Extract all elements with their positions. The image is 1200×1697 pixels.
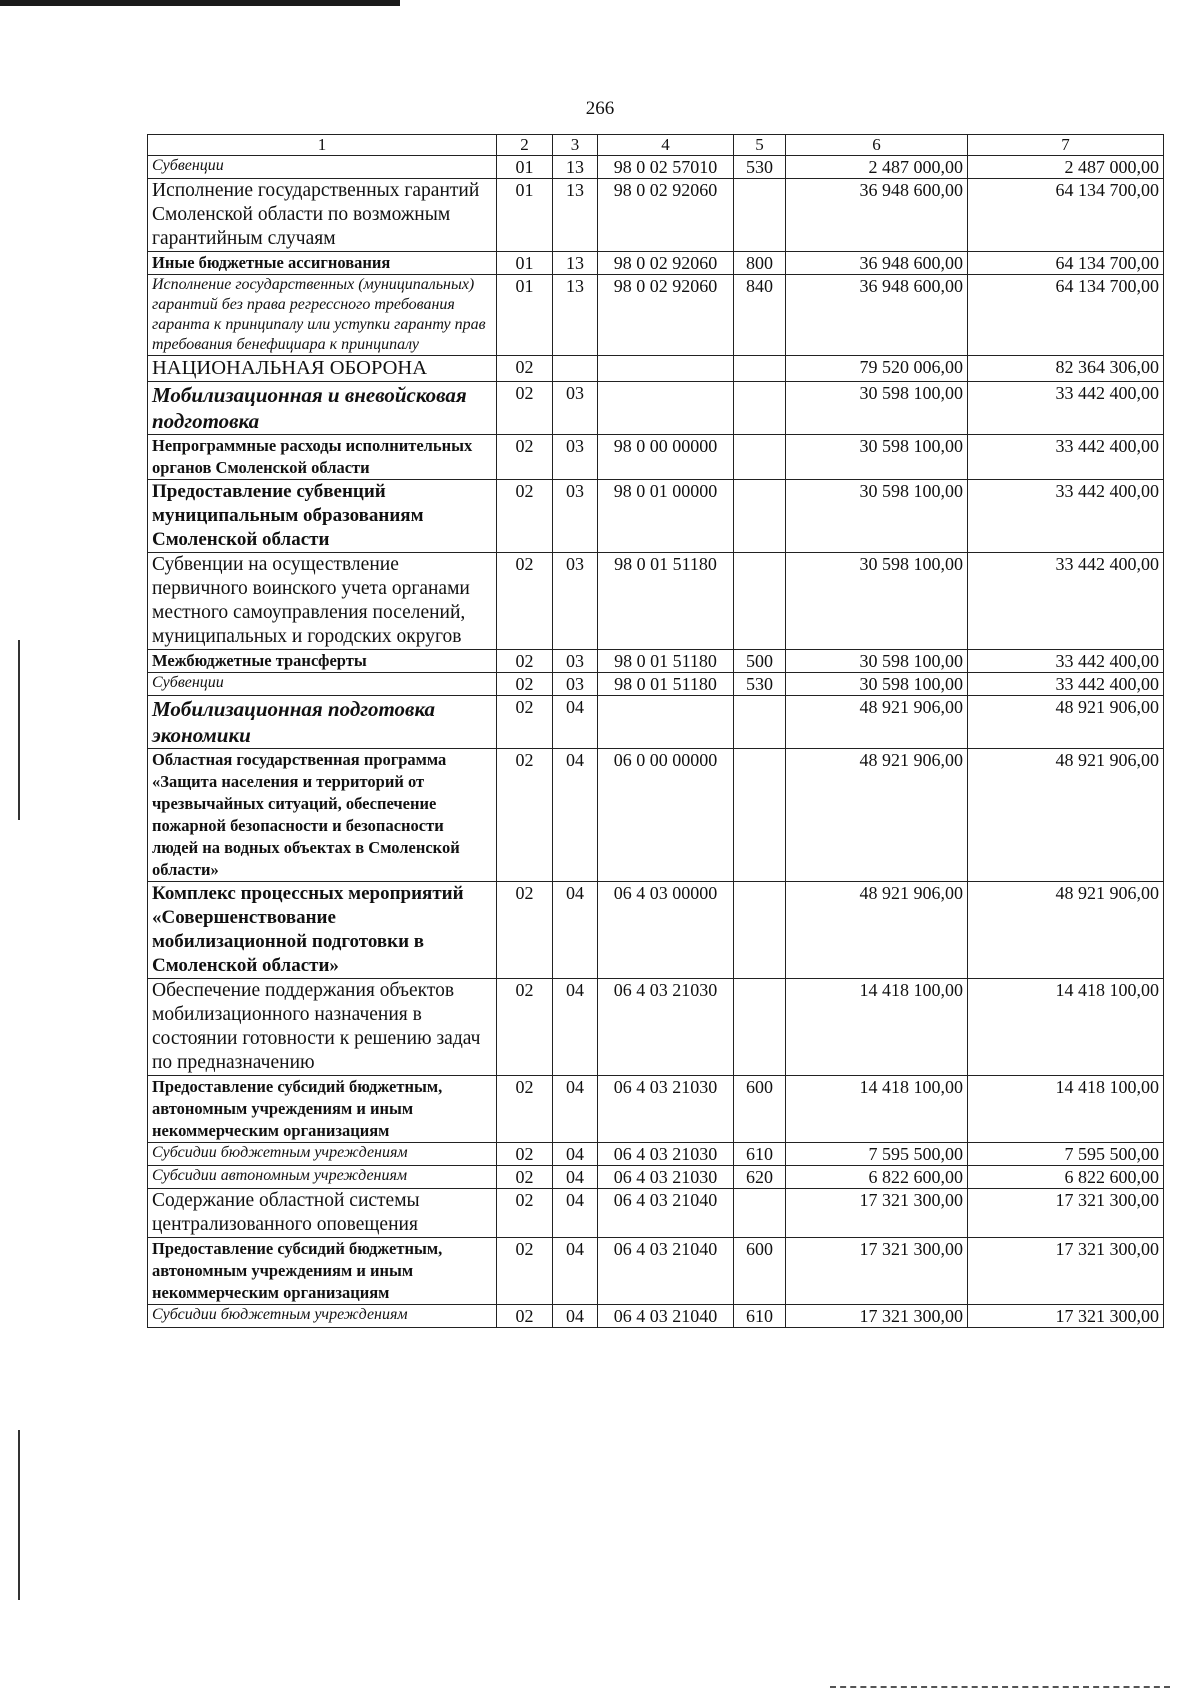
target-article-code: 98 0 01 51180 bbox=[598, 553, 734, 650]
section-code: 02 bbox=[497, 1076, 553, 1143]
table-row bbox=[148, 553, 1164, 650]
page-number: 266 bbox=[585, 98, 615, 119]
subsection-code: 04 bbox=[553, 749, 598, 882]
subsection-code: 03 bbox=[553, 435, 598, 480]
amount-col7: 14 418 100,00 bbox=[968, 979, 1164, 1076]
expense-type-code: 600 bbox=[734, 1076, 786, 1143]
amount-col7: 33 442 400,00 bbox=[968, 382, 1164, 435]
expense-name: Субвенции bbox=[148, 673, 497, 696]
expense-type-code: 610 bbox=[734, 1305, 786, 1328]
expense-type-code: 800 bbox=[734, 252, 786, 275]
section-code: 02 bbox=[497, 696, 553, 749]
amount-col6: 36 948 600,00 bbox=[786, 252, 968, 275]
section-code: 01 bbox=[497, 179, 553, 252]
expense-type-code bbox=[734, 882, 786, 979]
expense-name: Межбюджетные трансферты bbox=[148, 650, 497, 673]
target-article-code: 06 4 03 21040 bbox=[598, 1189, 734, 1238]
target-article-code: 06 4 03 21030 bbox=[598, 1166, 734, 1189]
subsection-code: 03 bbox=[553, 382, 598, 435]
expense-name: Субвенции на осуществление первичного воинского учета органами местного самоуправления поселений, муниципальных и городских округов bbox=[148, 553, 497, 650]
amount-col7: 82 364 306,00 bbox=[968, 356, 1164, 382]
target-article-code: 98 0 01 00000 bbox=[598, 480, 734, 553]
amount-col6: 17 321 300,00 bbox=[786, 1189, 968, 1238]
amount-col7: 48 921 906,00 bbox=[968, 696, 1164, 749]
amount-col7: 64 134 700,00 bbox=[968, 179, 1164, 252]
amount-col6: 30 598 100,00 bbox=[786, 673, 968, 696]
expense-type-code bbox=[734, 356, 786, 382]
subsection-code: 04 bbox=[553, 882, 598, 979]
expense-name: НАЦИОНАЛЬНАЯ ОБОРОНА bbox=[148, 356, 497, 382]
expense-type-code: 610 bbox=[734, 1143, 786, 1166]
table-row bbox=[148, 882, 1164, 979]
expense-type-code: 500 bbox=[734, 650, 786, 673]
amount-col7: 7 595 500,00 bbox=[968, 1143, 1164, 1166]
amount-col6: 6 822 600,00 bbox=[786, 1166, 968, 1189]
expense-type-code bbox=[734, 1189, 786, 1238]
target-article-code bbox=[598, 382, 734, 435]
column-header: 2 bbox=[497, 135, 553, 156]
expense-type-code: 530 bbox=[734, 673, 786, 696]
table-row bbox=[148, 1305, 1164, 1328]
target-article-code: 06 4 03 21040 bbox=[598, 1238, 734, 1305]
expense-name: Субвенции bbox=[148, 156, 497, 179]
subsection-code: 04 bbox=[553, 696, 598, 749]
table-row bbox=[148, 252, 1164, 275]
amount-col7: 33 442 400,00 bbox=[968, 673, 1164, 696]
section-code: 02 bbox=[497, 749, 553, 882]
scan-margin-line bbox=[18, 1430, 20, 1600]
column-header: 3 bbox=[553, 135, 598, 156]
amount-col6: 48 921 906,00 bbox=[786, 696, 968, 749]
amount-col6: 36 948 600,00 bbox=[786, 179, 968, 252]
target-article-code: 06 4 03 21030 bbox=[598, 979, 734, 1076]
amount-col6: 48 921 906,00 bbox=[786, 882, 968, 979]
subsection-code: 04 bbox=[553, 1305, 598, 1328]
target-article-code: 98 0 01 51180 bbox=[598, 650, 734, 673]
amount-col7: 2 487 000,00 bbox=[968, 156, 1164, 179]
amount-col7: 33 442 400,00 bbox=[968, 435, 1164, 480]
subsection-code bbox=[553, 356, 598, 382]
section-code: 02 bbox=[497, 382, 553, 435]
section-code: 01 bbox=[497, 252, 553, 275]
expense-type-code: 840 bbox=[734, 275, 786, 356]
expense-name: Предоставление субсидий бюджетным, автономным учреждениям и иным некоммерческим организациям bbox=[148, 1076, 497, 1143]
scan-margin-line bbox=[18, 640, 20, 820]
section-code: 02 bbox=[497, 1238, 553, 1305]
column-header: 4 bbox=[598, 135, 734, 156]
expense-type-code: 620 bbox=[734, 1166, 786, 1189]
expense-name: Непрограммные расходы исполнительных органов Смоленской области bbox=[148, 435, 497, 480]
subsection-code: 04 bbox=[553, 1189, 598, 1238]
table-row bbox=[148, 435, 1164, 480]
amount-col7: 48 921 906,00 bbox=[968, 749, 1164, 882]
table-row bbox=[148, 179, 1164, 252]
expense-name: Исполнение государственных (муниципальных) гарантий без права регрессного требования гаранта к принципалу или уступки гаранту прав требования бенефициара к принципалу bbox=[148, 275, 497, 356]
subsection-code: 13 bbox=[553, 275, 598, 356]
subsection-code: 03 bbox=[553, 650, 598, 673]
target-article-code: 06 4 03 21030 bbox=[598, 1076, 734, 1143]
expense-type-code: 600 bbox=[734, 1238, 786, 1305]
expense-name: Обеспечение поддержания объектов мобилизационного назначения в состоянии готовности к решению задач по предназначению bbox=[148, 979, 497, 1076]
target-article-code bbox=[598, 696, 734, 749]
table-row bbox=[148, 696, 1164, 749]
table-row bbox=[148, 1189, 1164, 1238]
table-row bbox=[148, 1143, 1164, 1166]
target-article-code: 98 0 02 92060 bbox=[598, 179, 734, 252]
expense-name: Содержание областной системы централизованного оповещения bbox=[148, 1189, 497, 1238]
column-header: 6 bbox=[786, 135, 968, 156]
amount-col6: 79 520 006,00 bbox=[786, 356, 968, 382]
expense-name: Предоставление субвенций муниципальным образованиям Смоленской области bbox=[148, 480, 497, 553]
expense-type-code bbox=[734, 435, 786, 480]
amount-col7: 64 134 700,00 bbox=[968, 275, 1164, 356]
section-code: 02 bbox=[497, 356, 553, 382]
amount-col6: 17 321 300,00 bbox=[786, 1305, 968, 1328]
section-code: 02 bbox=[497, 480, 553, 553]
expense-name: Субсидии бюджетным учреждениям bbox=[148, 1143, 497, 1166]
table-row bbox=[148, 480, 1164, 553]
expense-name: Комплекс процессных мероприятий «Совершенствование мобилизационной подготовки в Смоленской области» bbox=[148, 882, 497, 979]
amount-col6: 7 595 500,00 bbox=[786, 1143, 968, 1166]
amount-col6: 30 598 100,00 bbox=[786, 435, 968, 480]
target-article-code: 06 4 03 21040 bbox=[598, 1305, 734, 1328]
section-code: 01 bbox=[497, 275, 553, 356]
table-row bbox=[148, 156, 1164, 179]
section-code: 02 bbox=[497, 882, 553, 979]
target-article-code: 98 0 02 92060 bbox=[598, 275, 734, 356]
target-article-code: 98 0 01 51180 bbox=[598, 673, 734, 696]
amount-col7: 14 418 100,00 bbox=[968, 1076, 1164, 1143]
section-code: 02 bbox=[497, 1143, 553, 1166]
subsection-code: 03 bbox=[553, 480, 598, 553]
amount-col6: 14 418 100,00 bbox=[786, 979, 968, 1076]
subsection-code: 03 bbox=[553, 673, 598, 696]
amount-col7: 17 321 300,00 bbox=[968, 1305, 1164, 1328]
column-header: 5 bbox=[734, 135, 786, 156]
amount-col6: 30 598 100,00 bbox=[786, 480, 968, 553]
expense-type-code bbox=[734, 179, 786, 252]
expense-type-code bbox=[734, 382, 786, 435]
scan-bottom-dashes bbox=[830, 1686, 1170, 1688]
section-code: 01 bbox=[497, 156, 553, 179]
amount-col6: 2 487 000,00 bbox=[786, 156, 968, 179]
target-article-code: 06 0 00 00000 bbox=[598, 749, 734, 882]
scan-edge-mark bbox=[0, 0, 400, 6]
budget-table bbox=[147, 134, 1164, 1328]
column-header: 7 bbox=[968, 135, 1164, 156]
table-row bbox=[148, 382, 1164, 435]
amount-col6: 14 418 100,00 bbox=[786, 1076, 968, 1143]
table-header-row bbox=[148, 135, 1164, 156]
table-row bbox=[148, 650, 1164, 673]
expense-type-code bbox=[734, 749, 786, 882]
amount-col7: 33 442 400,00 bbox=[968, 650, 1164, 673]
subsection-code: 04 bbox=[553, 1238, 598, 1305]
expense-name: Исполнение государственных гарантий Смоленской области по возможным гарантийным случаям bbox=[148, 179, 497, 252]
expense-name: Субсидии автономным учреждениям bbox=[148, 1166, 497, 1189]
amount-col7: 33 442 400,00 bbox=[968, 480, 1164, 553]
expense-name: Мобилизационная и вневойсковая подготовка bbox=[148, 382, 497, 435]
amount-col6: 36 948 600,00 bbox=[786, 275, 968, 356]
section-code: 02 bbox=[497, 1166, 553, 1189]
section-code: 02 bbox=[497, 553, 553, 650]
section-code: 02 bbox=[497, 435, 553, 480]
amount-col6: 48 921 906,00 bbox=[786, 749, 968, 882]
expense-type-code: 530 bbox=[734, 156, 786, 179]
expense-type-code bbox=[734, 979, 786, 1076]
expense-type-code bbox=[734, 553, 786, 650]
subsection-code: 04 bbox=[553, 979, 598, 1076]
table-row bbox=[148, 979, 1164, 1076]
target-article-code: 06 4 03 21030 bbox=[598, 1143, 734, 1166]
expense-type-code bbox=[734, 480, 786, 553]
target-article-code bbox=[598, 356, 734, 382]
subsection-code: 04 bbox=[553, 1143, 598, 1166]
section-code: 02 bbox=[497, 1189, 553, 1238]
table-row bbox=[148, 1166, 1164, 1189]
subsection-code: 04 bbox=[553, 1076, 598, 1143]
expense-type-code bbox=[734, 696, 786, 749]
amount-col7: 33 442 400,00 bbox=[968, 553, 1164, 650]
section-code: 02 bbox=[497, 979, 553, 1076]
table-row bbox=[148, 1238, 1164, 1305]
amount-col6: 30 598 100,00 bbox=[786, 650, 968, 673]
table-row bbox=[148, 673, 1164, 696]
amount-col7: 6 822 600,00 bbox=[968, 1166, 1164, 1189]
target-article-code: 98 0 02 92060 bbox=[598, 252, 734, 275]
amount-col7: 48 921 906,00 bbox=[968, 882, 1164, 979]
section-code: 02 bbox=[497, 650, 553, 673]
amount-col7: 17 321 300,00 bbox=[968, 1238, 1164, 1305]
subsection-code: 03 bbox=[553, 553, 598, 650]
subsection-code: 13 bbox=[553, 252, 598, 275]
expense-name: Областная государственная программа «Защита населения и территорий от чрезвычайных ситуаций, обеспечение пожарной безопасности и безопасности людей на водных объектах в Смоленской области» bbox=[148, 749, 497, 882]
table-row bbox=[148, 356, 1164, 382]
expense-name: Иные бюджетные ассигнования bbox=[148, 252, 497, 275]
column-header: 1 bbox=[148, 135, 497, 156]
table-row bbox=[148, 275, 1164, 356]
table-row bbox=[148, 749, 1164, 882]
amount-col7: 64 134 700,00 bbox=[968, 252, 1164, 275]
target-article-code: 98 0 00 00000 bbox=[598, 435, 734, 480]
expense-name: Субсидии бюджетным учреждениям bbox=[148, 1305, 497, 1328]
target-article-code: 98 0 02 57010 bbox=[598, 156, 734, 179]
expense-name: Предоставление субсидий бюджетным, автономным учреждениям и иным некоммерческим организациям bbox=[148, 1238, 497, 1305]
section-code: 02 bbox=[497, 673, 553, 696]
expense-name: Мобилизационная подготовка экономики bbox=[148, 696, 497, 749]
amount-col6: 30 598 100,00 bbox=[786, 382, 968, 435]
section-code: 02 bbox=[497, 1305, 553, 1328]
table-row bbox=[148, 1076, 1164, 1143]
amount-col7: 17 321 300,00 bbox=[968, 1189, 1164, 1238]
subsection-code: 13 bbox=[553, 156, 598, 179]
subsection-code: 13 bbox=[553, 179, 598, 252]
subsection-code: 04 bbox=[553, 1166, 598, 1189]
amount-col6: 17 321 300,00 bbox=[786, 1238, 968, 1305]
target-article-code: 06 4 03 00000 bbox=[598, 882, 734, 979]
amount-col6: 30 598 100,00 bbox=[786, 553, 968, 650]
